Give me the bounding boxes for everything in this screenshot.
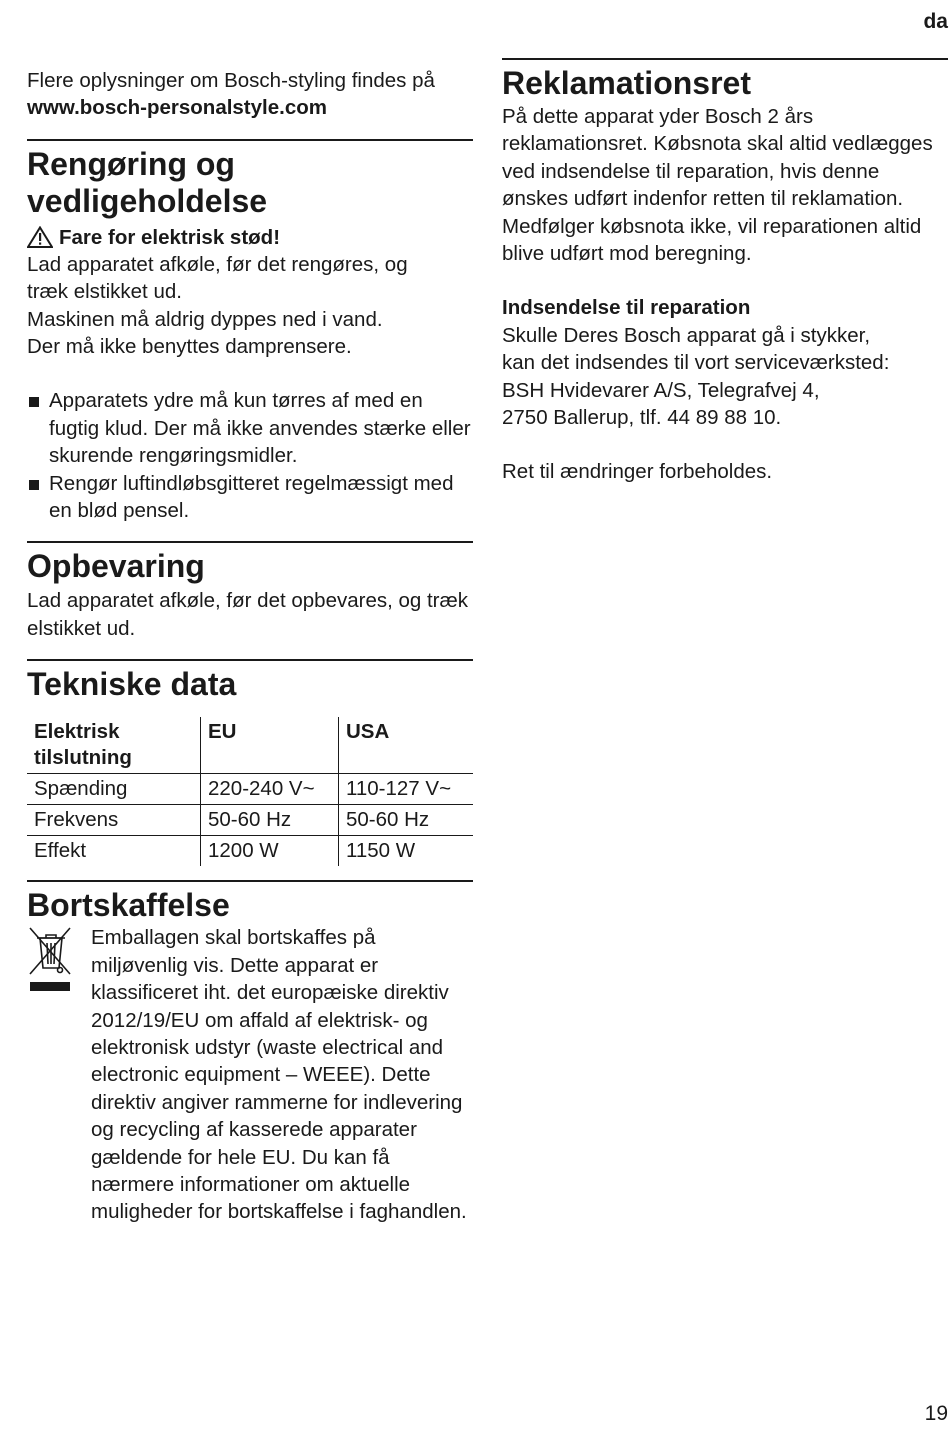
left-column <box>27 0 473 1226</box>
tech-data-table <box>27 717 473 866</box>
section-divider <box>27 659 473 661</box>
table-cell: 1150 W <box>339 836 474 867</box>
table-row <box>27 774 473 805</box>
page-number: 19 <box>924 1402 948 1425</box>
cleaning-heading-line2: vedligeholdelse <box>27 182 268 219</box>
table-cell: 220-240 V~ <box>201 774 339 805</box>
section-divider <box>27 880 473 882</box>
table-row <box>27 805 473 836</box>
intro-text: Flere oplysninger om Bosch-styling findes på <box>27 69 435 92</box>
table-cell: 50-60 Hz <box>339 805 474 836</box>
list-item <box>27 387 473 469</box>
tech-data-heading: Tekniske data <box>27 666 237 703</box>
warranty-text: På dette apparat yder Bosch 2 års reklamationsret. Købsnota skal altid vedlægges ved indsendelse til reparation, hvis denne ønskes udført indenfor retten til reklamation. Medfølger købsnota ikke, vil reparationen altid blive udført mod beregning. <box>502 105 933 266</box>
warranty-heading: Reklamationsret <box>502 65 751 101</box>
table-cell: Effekt <box>27 836 201 867</box>
electric-shock-warning <box>27 224 473 251</box>
warning-text: Fare for elektrisk stød! <box>59 225 281 249</box>
table-header-row <box>27 717 473 774</box>
cleaning-line-3: Maskinen må aldrig dyppes ned i vand. <box>27 307 383 331</box>
bullet-text: Apparatets ydre må kun tørres af med en fugtig klud. Der må ikke anvendes stærke eller skurende rengøringsmidler. <box>49 389 471 468</box>
list-item <box>27 470 473 525</box>
repair-line-1: Skulle Deres Bosch apparat gå i stykker, <box>502 323 871 347</box>
disposal-heading: Bortskaffelse <box>27 887 230 924</box>
bullet-text: Rengør luftindløbsgitteret regelmæssigt med en blød pensel. <box>49 471 454 523</box>
table-cell: Spænding <box>27 774 201 805</box>
repair-line-3: BSH Hvidevarer A/S, Telegrafvej 4, <box>502 378 820 402</box>
website-link[interactable]: www.bosch-personalstyle.com <box>27 96 327 120</box>
table-cell: Frekvens <box>27 805 201 836</box>
disposal-symbol <box>27 924 91 1225</box>
section-divider <box>27 541 473 543</box>
square-bullet-icon <box>29 397 39 407</box>
repair-line-2: kan det indsendes til vort serviceværksted: <box>502 351 890 375</box>
cleaning-line-2: træk elstikket ud. <box>27 280 182 304</box>
cleaning-heading <box>27 146 473 220</box>
table-row <box>27 836 473 867</box>
table-cell: 1200 W <box>201 836 339 867</box>
table-cell: 50-60 Hz <box>201 805 339 836</box>
table-header-cell: Elektrisk tilslutning <box>34 720 132 770</box>
disposal-text: Emballagen skal bortskaffes på miljøvenlig vis. Dette apparat er klassificeret iht. det europæiske direktiv 2012/19/EU om affald af elektrisk- og elektronisk udstyr (waste electrical and electronic equipment – WEEE). Dette direktiv angiver rammerne for indlevering og recycling af kasserede apparater gældende for hele EU. Du kan få nærmere informationer om aktuelle muligheder for bortskaffelse i faghandlen. <box>91 926 467 1224</box>
reservation-text: Ret til ændringer forbeholdes. <box>502 460 773 484</box>
cleaning-bullet-list <box>27 387 473 524</box>
repair-heading: Indsendelse til reparation <box>502 296 751 320</box>
repair-line-4: 2750 Ballerup, tlf. 44 89 88 10. <box>502 406 782 430</box>
intro-paragraph <box>27 67 473 122</box>
table-header-cell: USA <box>339 717 474 774</box>
cleaning-line-1: Lad apparatet afkøle, før det rengøres, og <box>27 252 408 276</box>
section-divider <box>27 139 473 141</box>
storage-text: Lad apparatet afkøle, før det opbevares, og træk elstikket ud. <box>27 589 468 640</box>
language-code: da <box>923 10 948 33</box>
crossed-out-bin-icon <box>27 924 73 996</box>
cleaning-line-4: Der må ikke benyttes damprensere. <box>27 335 352 359</box>
table-cell: 110-127 V~ <box>339 774 474 805</box>
right-column <box>502 0 948 486</box>
disposal-block <box>27 924 473 1225</box>
section-divider <box>502 58 948 60</box>
table-header-cell: EU <box>201 717 339 774</box>
storage-heading: Opbevaring <box>27 548 205 585</box>
warning-triangle-icon <box>27 226 53 248</box>
cleaning-heading-line1: Rengøring og <box>27 145 235 182</box>
square-bullet-icon <box>29 480 39 490</box>
